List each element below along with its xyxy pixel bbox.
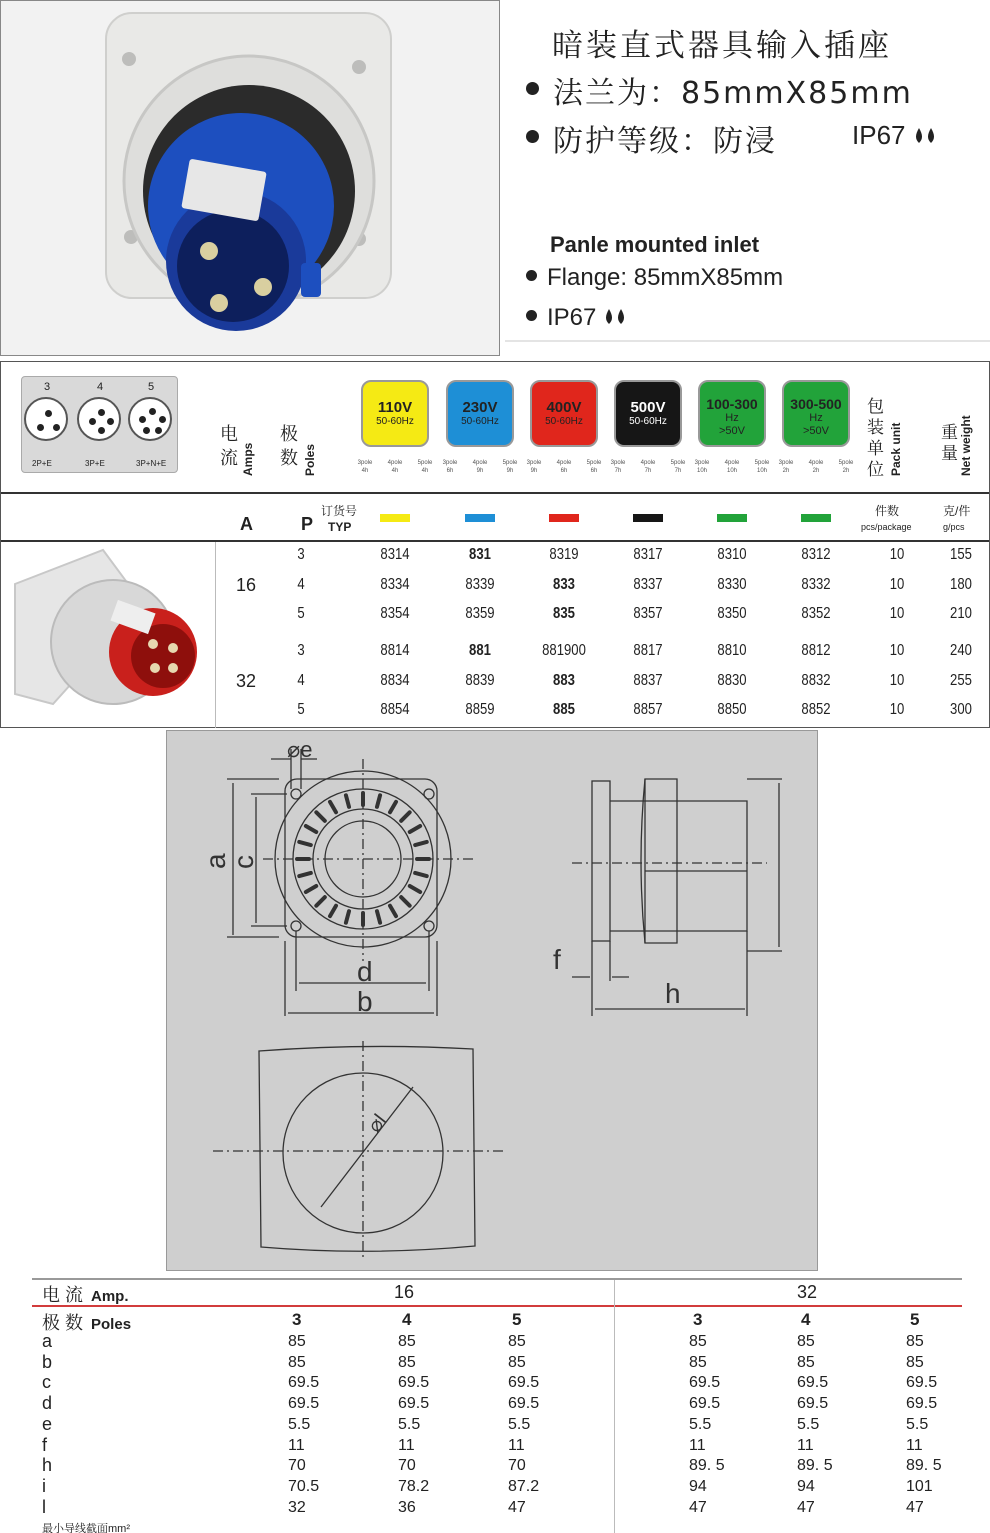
dimension-table <box>0 1278 990 1533</box>
pole-hour-label: 3pole 10h <box>694 460 710 474</box>
housing-rib <box>299 842 311 845</box>
dimension-value: 78.2 <box>398 1477 430 1495</box>
dimension-value: 87.2 <box>508 1477 540 1495</box>
pack-quantity: 10 <box>889 576 905 593</box>
dimension-letter: c <box>42 1372 51 1393</box>
dimension-letter: a <box>42 1331 53 1351</box>
table-top-rule <box>32 1278 962 1280</box>
color-swatch <box>380 514 410 522</box>
dimension-value: 69.5 <box>906 1395 938 1413</box>
pole-hour-label: 3pole 2h <box>778 460 794 474</box>
order-code-cell: 8817 <box>633 642 663 659</box>
dimension-value: 11 <box>689 1436 706 1454</box>
dimension-value: 85 <box>398 1333 416 1350</box>
order-code-cell: 8837 <box>633 672 663 689</box>
weight-unit-zh: 克/件 <box>943 504 971 518</box>
order-code-table <box>0 361 990 728</box>
pin-icon <box>107 418 114 425</box>
pole-config-label: 2P+E <box>32 459 52 468</box>
ip-en: IP67 <box>526 304 629 332</box>
dimension-letter: e <box>42 1413 53 1434</box>
voltage-value: 300-500 <box>790 396 842 412</box>
dimension-value: 89. 5 <box>797 1457 833 1475</box>
dimension-value: 69.5 <box>288 1374 320 1392</box>
pole-hour-label: 5pole 9h <box>502 460 518 474</box>
label-e: ⌀e <box>287 737 313 762</box>
socket-4-pole-icon <box>77 397 121 441</box>
pin-icon <box>143 427 150 434</box>
dimension-value: 70 <box>398 1457 416 1475</box>
frequency-label: 50-60Hz <box>629 416 667 427</box>
label-c: c <box>228 855 259 869</box>
net-weight: 300 <box>950 701 972 718</box>
spec-header-row <box>1 362 989 494</box>
dimension-letter: f <box>42 1434 48 1455</box>
housing-rib <box>390 802 396 812</box>
housing-rib <box>299 873 311 876</box>
dimension-letter: b <box>42 1351 53 1372</box>
dimension-value: 32 <box>288 1498 306 1516</box>
water-drops-icon <box>603 307 629 327</box>
dimension-value: 5.5 <box>288 1415 311 1433</box>
voltage-300-500-box <box>782 380 850 447</box>
pole-header-cell: 4 <box>801 1310 811 1329</box>
pole-header-cell: 5 <box>512 1310 522 1329</box>
housing-rib <box>377 911 380 923</box>
pole-header-cell: 3 <box>292 1310 302 1329</box>
order-code-cell: 833 <box>553 576 575 593</box>
dimension-value: 11 <box>288 1436 305 1454</box>
pack-quantity: 10 <box>889 701 905 718</box>
dimension-value: 85 <box>906 1333 924 1350</box>
order-code-cell: 881 <box>469 642 491 659</box>
pack-label-en: Pack unit <box>889 422 903 476</box>
order-code-cell: 8319 <box>549 546 579 563</box>
voltage-500V-box <box>614 380 682 447</box>
dimension-value: 70 <box>288 1457 306 1475</box>
amp-divider <box>614 1280 615 1533</box>
pin-icon <box>139 416 146 423</box>
dimension-value: 36 <box>398 1498 416 1516</box>
voltage-value: 110V <box>377 399 413 416</box>
label-l: ⌀l <box>363 1110 392 1137</box>
frequency-label: 50-60Hz <box>376 416 414 427</box>
pin-icon <box>155 427 162 434</box>
title-en: Panle mounted inlet <box>550 232 760 257</box>
pole-hour-label: 4pole 6h <box>556 460 572 474</box>
label-f: f <box>553 944 561 975</box>
amps-label-zh: 电流 <box>220 424 238 468</box>
order-code-cell: 885 <box>553 701 575 718</box>
dimension-value: 69.5 <box>398 1395 430 1413</box>
dimension-letter: l <box>42 1496 46 1517</box>
pole-hour-label: 3pole 6h <box>442 460 458 474</box>
amp-value: 32 <box>236 671 257 691</box>
pole-hour-label: 4pole 7h <box>640 460 656 474</box>
housing-rib <box>415 842 427 845</box>
pin-icon <box>98 427 105 434</box>
color-swatch <box>465 514 495 522</box>
order-code-cell: 8812 <box>801 642 831 659</box>
pole-hour-label: 3pole 9h <box>526 460 542 474</box>
label-a: a <box>200 853 231 869</box>
pole-hour-label: 3pole 7h <box>610 460 626 474</box>
dimension-letter: i <box>42 1475 46 1496</box>
pole-header-cell: 4 <box>402 1310 412 1329</box>
order-code-cell: 835 <box>553 605 575 622</box>
dimension-value: 69.5 <box>508 1374 540 1392</box>
pin-icon <box>89 418 96 425</box>
order-code-cell: 8839 <box>465 672 495 689</box>
housing-rib <box>410 826 420 832</box>
pin-icon <box>159 416 166 423</box>
dimension-value: 101 <box>906 1477 933 1495</box>
pole-header-cell: 3 <box>693 1310 703 1329</box>
water-drops-icon <box>913 126 939 146</box>
voltage-value: 230V <box>462 399 498 416</box>
poles-label-zh: 极数 <box>280 424 298 468</box>
bullet-icon <box>526 82 539 95</box>
title-zh: 暗装直式器具输入插座 <box>552 28 892 64</box>
order-code-cell: 883 <box>553 672 575 689</box>
order-code-cell: 8332 <box>801 576 831 593</box>
net-weight: 255 <box>950 672 972 689</box>
pole-count-label: 5 <box>148 381 155 393</box>
pole-hour-label: 4pole 4h <box>387 460 403 474</box>
socket-3-pole-icon <box>24 397 68 441</box>
bullet-icon <box>526 310 537 321</box>
dimension-value: 5.5 <box>797 1415 820 1433</box>
net-weight: 240 <box>950 642 972 659</box>
frequency-label: Hz >50V <box>803 412 829 437</box>
dimension-value: 47 <box>508 1498 526 1516</box>
dimension-value: 94 <box>797 1477 815 1495</box>
color-swatch <box>717 514 747 522</box>
dimension-value: 5.5 <box>906 1415 929 1433</box>
dimension-value: 69.5 <box>906 1374 938 1392</box>
pole-header-cell: 5 <box>910 1310 920 1329</box>
dimension-value: 85 <box>797 1333 815 1350</box>
pole-config-label: 3P+E <box>85 459 105 468</box>
net-weight: 180 <box>950 576 972 593</box>
table-red-rule <box>32 1305 962 1307</box>
voltage-value: 100-300 <box>706 396 758 412</box>
dimension-value: 69.5 <box>797 1374 829 1392</box>
dimension-value: 69.5 <box>689 1374 721 1392</box>
dimension-value: 89. 5 <box>689 1457 725 1475</box>
spec-body <box>1 542 989 727</box>
color-swatch <box>549 514 579 522</box>
order-number-zh: 订货号 <box>321 504 358 518</box>
dimension-value: 69.5 <box>508 1395 540 1413</box>
order-code-cell: 8359 <box>465 605 495 622</box>
order-code-cell: 8830 <box>717 672 747 689</box>
pole-value: 3 <box>297 642 305 659</box>
order-code-cell: 8857 <box>633 701 663 718</box>
housing-rib <box>401 812 409 820</box>
order-code-cell: 8334 <box>380 576 410 593</box>
order-code-cell: 881900 <box>542 642 586 659</box>
pole-count-label: 4 <box>97 381 104 393</box>
pin-icon <box>45 410 52 417</box>
label-d: d <box>357 956 373 987</box>
weight-label-zh: 重量 <box>941 423 958 463</box>
pole-hour-label: 4pole 9h <box>472 460 488 474</box>
dimension-value: 11 <box>508 1436 525 1454</box>
dimension-value: 85 <box>508 1353 526 1371</box>
amps-label-en: Amps <box>241 442 255 476</box>
pole-value: 3 <box>297 546 305 563</box>
pack-quantity: 10 <box>889 605 905 622</box>
product-photo-blue-inlet <box>0 0 500 356</box>
color-swatch <box>801 514 831 522</box>
dimension-value: 89. 5 <box>906 1457 942 1475</box>
dimension-value: 11 <box>398 1436 415 1454</box>
order-code-cell: 8354 <box>380 605 410 622</box>
amp-32-header: 32 <box>797 1282 818 1302</box>
dimension-value: 47 <box>797 1498 815 1516</box>
housing-rib <box>316 897 324 905</box>
housing-rib <box>401 897 409 905</box>
amp-16-header: 16 <box>394 1282 415 1302</box>
pole-value: 5 <box>297 605 305 622</box>
housing-rib <box>306 886 316 892</box>
order-code-cell: 8350 <box>717 605 747 622</box>
order-code-cell: 8832 <box>801 672 831 689</box>
pole-hour-label: 5pole 7h <box>670 460 686 474</box>
flange-en: Flange: 85mmX85mm <box>526 264 783 292</box>
housing-rib <box>410 886 420 892</box>
order-code-cell: 8834 <box>380 672 410 689</box>
poles-label-en: Poles <box>303 443 317 476</box>
dimension-value: 69.5 <box>398 1374 430 1392</box>
dimension-value: 94 <box>689 1477 707 1495</box>
color-swatch <box>633 514 663 522</box>
dimension-value: 85 <box>288 1333 306 1350</box>
housing-rib <box>415 873 427 876</box>
order-code-cell: 8337 <box>633 576 663 593</box>
protection-zh: 防护等级：防浸 <box>526 116 777 160</box>
pole-count-label: 3 <box>44 381 51 393</box>
pole-header: P <box>301 514 314 534</box>
voltage-value: 400V <box>546 399 582 416</box>
housing-rib <box>377 795 380 807</box>
order-code-cell: 8859 <box>465 701 495 718</box>
dimension-value: 11 <box>906 1436 923 1454</box>
dimension-value: 85 <box>398 1353 416 1371</box>
header-divider <box>505 340 990 342</box>
order-code-cell: 8854 <box>380 701 410 718</box>
bullet-icon <box>526 270 537 281</box>
dimension-value: 5.5 <box>689 1415 712 1433</box>
pin-icon <box>98 409 105 416</box>
housing-rib <box>390 906 396 916</box>
dimension-value: 47 <box>906 1498 924 1516</box>
amp-header: A <box>240 514 253 534</box>
pole-hour-label: 4pole 2h <box>808 460 824 474</box>
frequency-label: Hz >50V <box>719 412 745 437</box>
order-code-cell: 831 <box>469 546 491 563</box>
ip-rating: IP67 <box>852 120 939 151</box>
order-code-cell: 8314 <box>380 546 410 563</box>
dimension-value: 5.5 <box>508 1415 531 1433</box>
dimension-value: 85 <box>689 1353 707 1371</box>
column-divider <box>215 542 216 728</box>
dimension-value: 69.5 <box>797 1395 829 1413</box>
pack-quantity: 10 <box>889 546 905 563</box>
pack-qty-zh: 件数 <box>875 504 900 518</box>
poles-header: 极 数 Poles <box>42 1313 132 1333</box>
dimension-drawing <box>166 730 818 1271</box>
min-wire-section-label: 最小导线截面mm² <box>42 1523 130 1533</box>
weight-unit-en: g/pcs <box>943 522 965 532</box>
pole-hour-label: 5pole 2h <box>838 460 854 474</box>
voltage-230V-box <box>446 380 514 447</box>
pack-label-zh: 包装单位 <box>867 397 884 479</box>
flange-zh: 法兰为：85mmX85mm <box>526 68 913 112</box>
amp-value: 16 <box>236 575 257 595</box>
socket-5-pole-icon <box>128 397 172 441</box>
dimension-value: 47 <box>689 1498 707 1516</box>
pole-value: 5 <box>297 701 305 718</box>
dimension-value: 70 <box>508 1457 526 1475</box>
dimension-value: 85 <box>689 1333 707 1350</box>
product-photo-red-inlet <box>3 544 213 724</box>
order-code-cell: 8810 <box>717 642 747 659</box>
order-code-cell: 8357 <box>633 605 663 622</box>
pole-icon-panel <box>21 376 178 473</box>
label-h: h <box>665 978 681 1009</box>
dimension-value: 11 <box>797 1436 814 1454</box>
frequency-label: 50-60Hz <box>461 416 499 427</box>
pack-quantity: 10 <box>889 642 905 659</box>
dimension-value: 85 <box>797 1353 815 1371</box>
pack-quantity: 10 <box>889 672 905 689</box>
voltage-110V-box <box>361 380 429 447</box>
housing-rib <box>306 826 316 832</box>
pole-hour-label: 4pole 10h <box>724 460 740 474</box>
dimension-letter: d <box>42 1393 53 1414</box>
order-code-cell: 8852 <box>801 701 831 718</box>
pole-hour-label: 5pole 4h <box>417 460 433 474</box>
order-code-cell: 8850 <box>717 701 747 718</box>
dimension-value: 70.5 <box>288 1477 320 1495</box>
pack-qty-en: pcs/package <box>861 522 912 532</box>
pin-icon <box>37 424 44 431</box>
weight-label-en: Net weight <box>959 415 973 476</box>
pin-icon <box>53 424 60 431</box>
dimension-value: 85 <box>288 1353 306 1371</box>
label-b: b <box>357 986 373 1017</box>
dimension-value: 69.5 <box>288 1395 320 1413</box>
order-code-cell: 8352 <box>801 605 831 622</box>
dimension-value: 5.5 <box>398 1415 421 1433</box>
housing-rib <box>330 802 336 812</box>
housing-rib <box>330 906 336 916</box>
pole-hour-label: 3pole 4h <box>357 460 373 474</box>
housing-rib <box>316 812 324 820</box>
bullet-icon <box>526 130 539 143</box>
order-code-cell: 8310 <box>717 546 747 563</box>
frequency-label: 50-60Hz <box>545 416 583 427</box>
pole-value: 4 <box>297 576 305 593</box>
voltage-100-300-box <box>698 380 766 447</box>
dimension-value: 85 <box>508 1333 526 1350</box>
amps-header: 电 流 Amp. <box>42 1285 129 1305</box>
spec-subheader-row <box>1 494 989 542</box>
dimension-value: 85 <box>906 1353 924 1371</box>
voltage-value: 500V <box>630 399 666 416</box>
net-weight: 155 <box>950 546 972 563</box>
housing-rib <box>346 795 349 807</box>
housing-rib <box>346 911 349 923</box>
pole-hour-label: 5pole 10h <box>754 460 770 474</box>
net-weight: 210 <box>950 605 972 622</box>
pole-config-label: 3P+N+E <box>136 459 167 468</box>
order-code-cell: 8330 <box>717 576 747 593</box>
dimension-letter: h <box>42 1455 53 1476</box>
product-intro <box>520 12 980 342</box>
voltage-400V-box <box>530 380 598 447</box>
dimension-value: 69.5 <box>689 1395 721 1413</box>
drawing-svg <box>167 731 819 1272</box>
pole-hour-label: 5pole 6h <box>586 460 602 474</box>
order-code-cell: 8312 <box>801 546 831 563</box>
order-number-en: TYP <box>328 520 352 534</box>
pole-value: 4 <box>297 672 305 689</box>
order-code-cell: 8339 <box>465 576 495 593</box>
order-code-cell: 8317 <box>633 546 663 563</box>
order-code-cell: 8814 <box>380 642 410 659</box>
pin-icon <box>149 408 156 415</box>
